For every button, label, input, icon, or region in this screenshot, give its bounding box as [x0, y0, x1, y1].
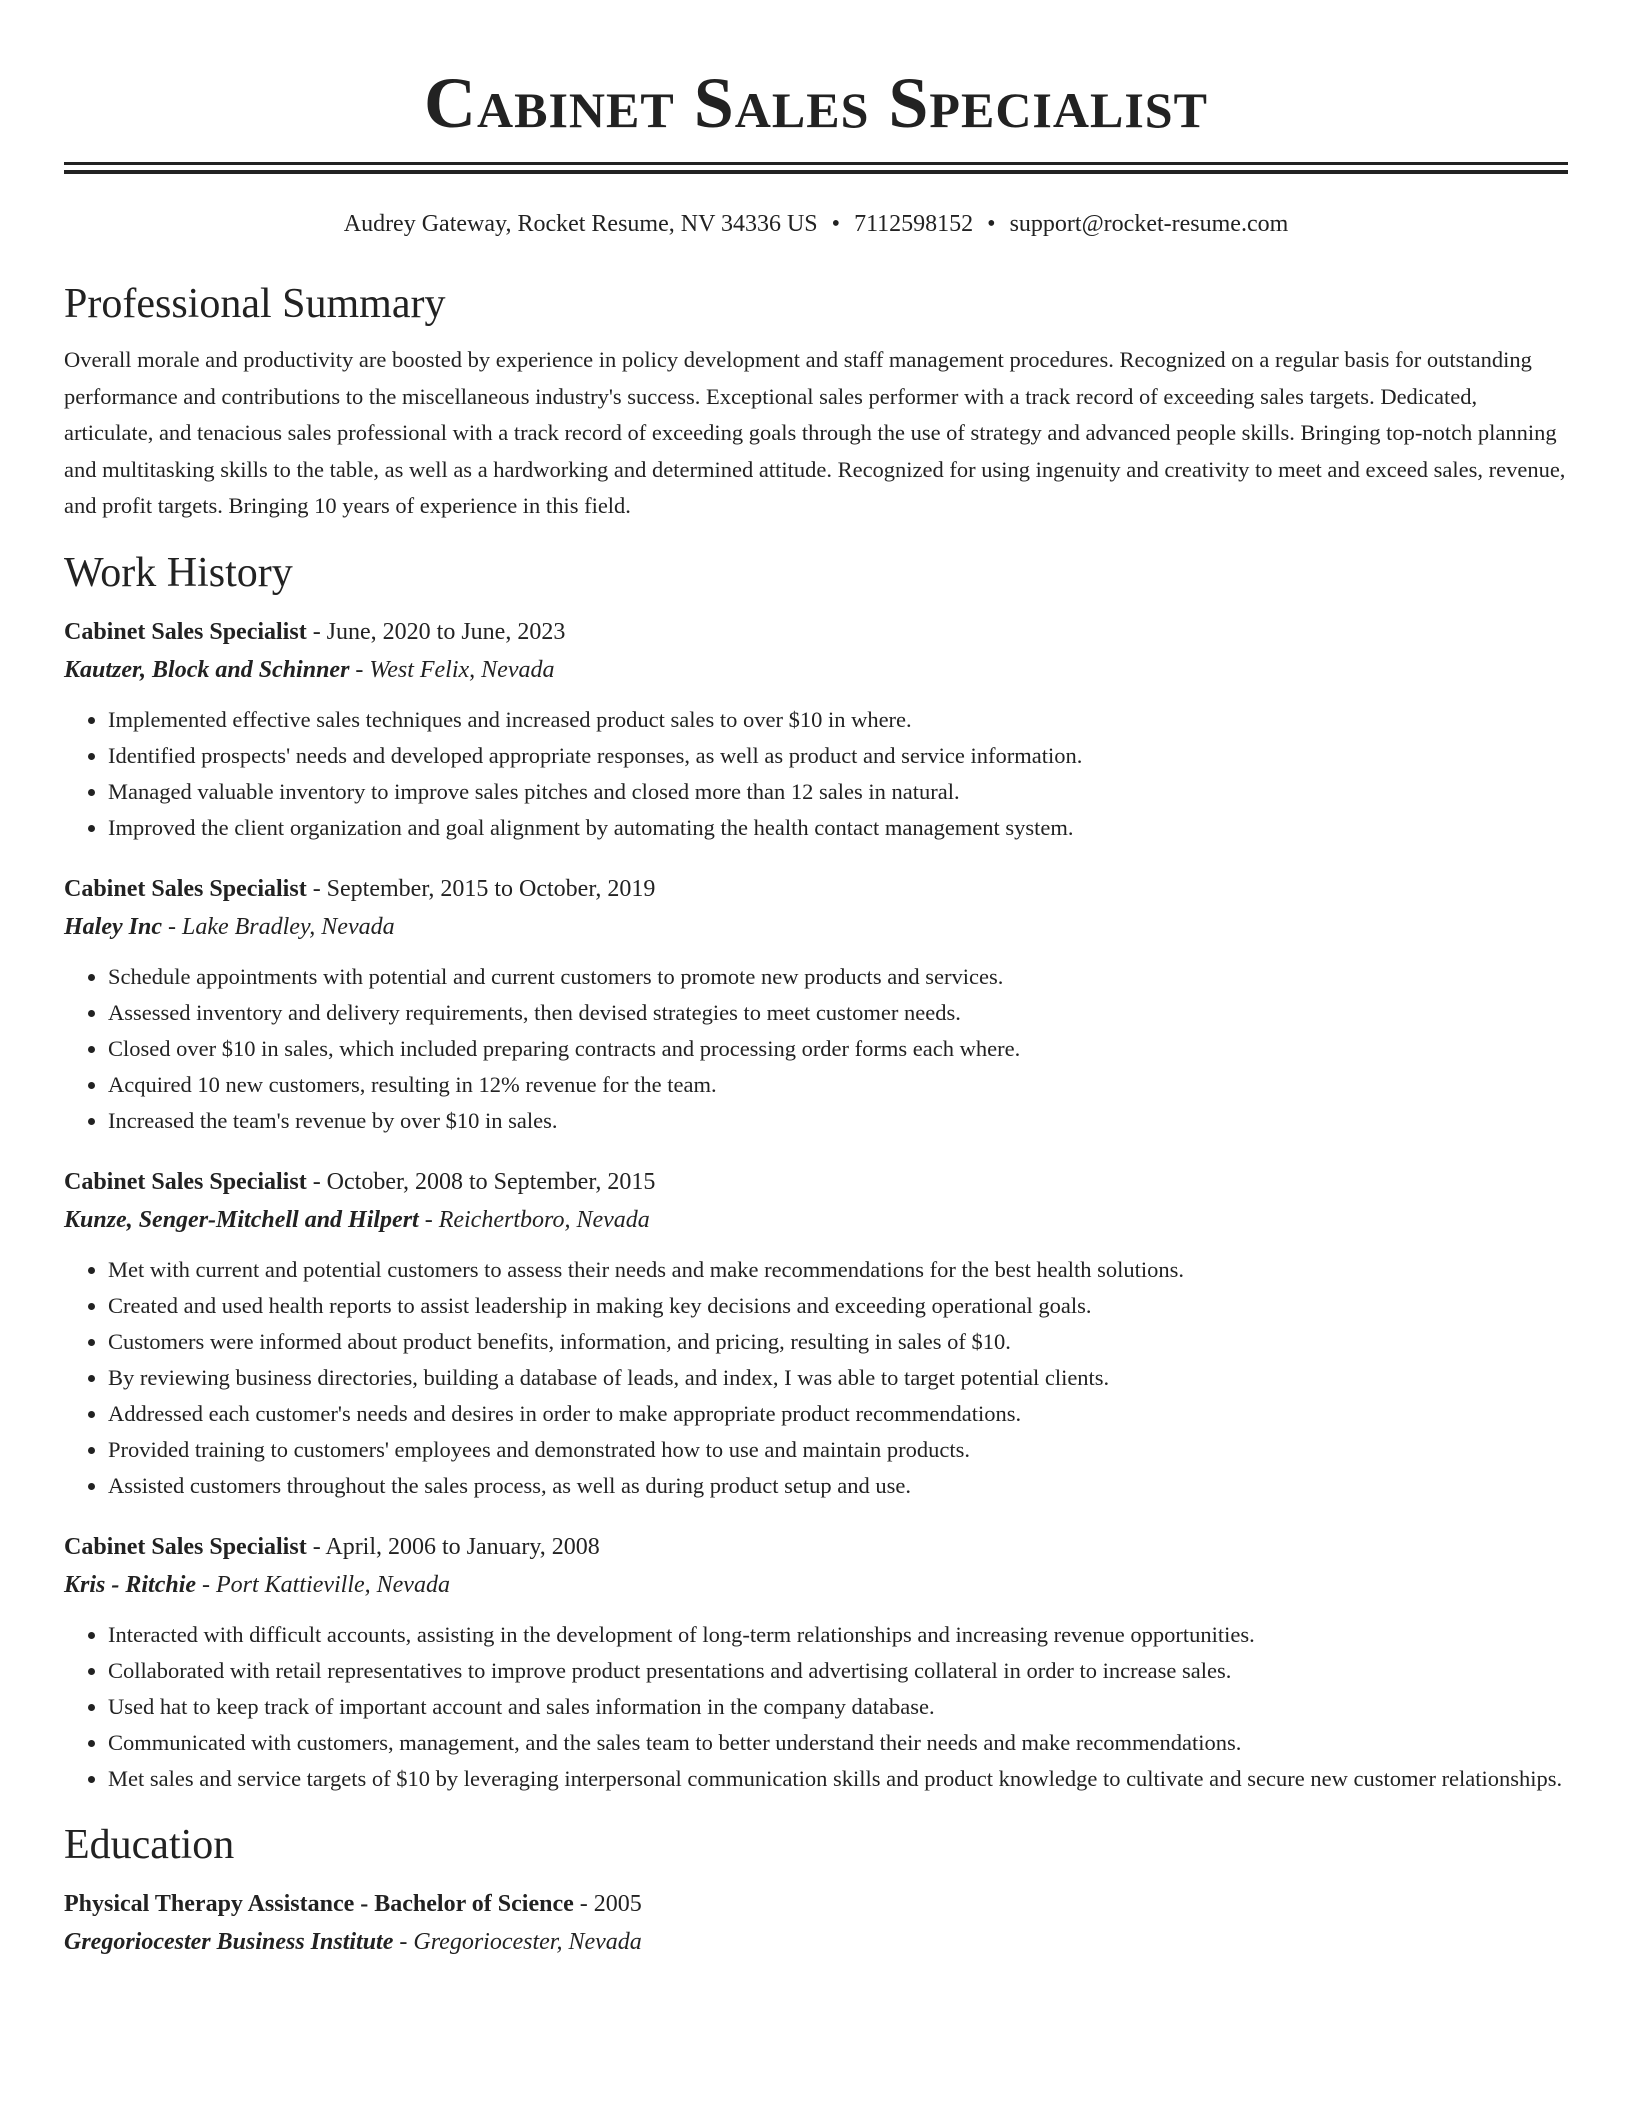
job-entry: [64, 613, 1568, 846]
job-entry: [64, 1528, 1568, 1797]
job-entry: [64, 870, 1568, 1139]
job-duty: • Collaborated with retail representatives to improve product presentations and advertising collateral in order to increase sales.: [108, 1653, 1568, 1689]
job-duty: • Closed over $10 in sales, which included preparing contracts and processing order forms each where.: [108, 1031, 1568, 1067]
job-duty: • By reviewing business directories, building a database of leads, and index, I was able to target potential clients.: [108, 1360, 1568, 1396]
job-duty: • Created and used health reports to assist leadership in making key decisions and exceeding operational goals.: [108, 1288, 1568, 1324]
job-duty: • Managed valuable inventory to improve sales pitches and closed more than 12 sales in natural.: [108, 774, 1568, 810]
education-degree-line: [64, 1885, 1568, 1923]
resume-title: Cabinet Sales Specialist: [424, 63, 1208, 143]
job-duty: • Schedule appointments with potential and current customers to promote new products and services.: [108, 959, 1568, 995]
job-duty: • Used hat to keep track of important account and sales information in the company database.: [108, 1689, 1568, 1725]
job-company: Kris - Ritchie: [64, 1571, 197, 1598]
job-duty: • Acquired 10 new customers, resulting in 12% revenue for the team.: [108, 1067, 1568, 1103]
education-school-line: [64, 1923, 1568, 1961]
job-company: Haley Inc: [64, 913, 162, 940]
job-duty: • Met sales and service targets of $10 by leveraging interpersonal communication skills and product knowledge to cultivate and secure new customer relationships.: [108, 1761, 1568, 1797]
job-company: Kunze, Senger-Mitchell and Hilpert: [64, 1206, 419, 1233]
job-title-line: [64, 1528, 1568, 1566]
job-dates: - April, 2006 to January, 2008: [306, 1533, 600, 1560]
summary-text: Overall morale and productivity are boosted by experience in policy development and staff management procedures. Recognized on a regular basis for outstanding performance and contributions to the miscellaneous industry's success. Exceptional sales performer with a track record of exceeding sales targets. Dedicated, articulate, and tenacious sales professional with a track record of exceeding goals through the use of strategy and advanced people skills. Bringing top-notch planning and multitasking skills to the table, as well as a hardworking and determined attitude. Recognized for using ingenuity and creativity to meet and exceed sales, revenue, and profit targets. Bringing 10 years of experience in this field.: [64, 347, 1566, 518]
header-divider-bottom: [64, 170, 1568, 174]
job-location: - Lake Bradley, Nevada: [161, 913, 395, 940]
job-location: - West Felix, Nevada: [349, 656, 555, 683]
contact-phone: 7112598152: [854, 211, 974, 237]
job-company-line: [64, 908, 1568, 946]
work-history-heading: Work History: [64, 549, 293, 596]
job-duty: • Assessed inventory and delivery requirements, then devised strategies to meet customer needs.: [108, 995, 1568, 1031]
job-duties-list: [64, 702, 1568, 846]
job-location: - Port Kattieville, Nevada: [196, 1571, 450, 1598]
job-duty: • Met with current and potential customers to assess their needs and make recommendations for the best health solutions.: [108, 1252, 1568, 1288]
contact-line: [64, 208, 1568, 240]
job-company-line: [64, 651, 1568, 689]
job-duty: • Implemented effective sales techniques and increased product sales to over $10 in where.: [108, 702, 1568, 738]
job-duty: • Provided training to customers' employees and demonstrated how to use and maintain products.: [108, 1432, 1568, 1468]
education-school: Gregoriocester Business Institute: [64, 1928, 394, 1955]
job-title: Cabinet Sales Specialist: [64, 618, 307, 645]
contact-separator: •: [987, 211, 996, 237]
job-dates: - October, 2008 to September, 2015: [306, 1168, 656, 1195]
education-heading: Education: [64, 1821, 235, 1868]
header-divider-top: [64, 162, 1568, 165]
job-title: Cabinet Sales Specialist: [64, 1168, 307, 1195]
job-duty: • Assisted customers throughout the sales process, as well as during product setup and use.: [108, 1468, 1568, 1504]
job-company-line: [64, 1201, 1568, 1239]
job-duties-list: [64, 1252, 1568, 1504]
job-duty: • Improved the client organization and goal alignment by automating the health contact management system.: [108, 810, 1568, 846]
job-title-line: [64, 870, 1568, 908]
job-title: Cabinet Sales Specialist: [64, 1533, 307, 1560]
job-duty: • Interacted with difficult accounts, assisting in the development of long-term relationships and increasing revenue opportunities.: [108, 1617, 1568, 1653]
contact-address: Audrey Gateway, Rocket Resume, NV 34336 US: [343, 211, 818, 237]
education-location: - Gregoriocester, Nevada: [393, 1928, 642, 1955]
job-title-line: [64, 613, 1568, 651]
job-title: Cabinet Sales Specialist: [64, 875, 307, 902]
job-duty: • Increased the team's revenue by over $10 in sales.: [108, 1103, 1568, 1139]
summary-heading: Professional Summary: [64, 281, 446, 327]
job-company: Kautzer, Block and Schinner: [64, 656, 350, 683]
job-location: - Reichertboro, Nevada: [418, 1206, 650, 1233]
education-degree: Physical Therapy Assistance - Bachelor of Science: [64, 1890, 574, 1917]
contact-email: support@rocket-resume.com: [1009, 211, 1289, 237]
job-company-line: [64, 1566, 1568, 1604]
education-year: - 2005: [573, 1890, 642, 1917]
job-duties-list: [64, 1617, 1568, 1797]
job-dates: - September, 2015 to October, 2019: [306, 875, 656, 902]
contact-separator: •: [831, 211, 841, 237]
job-duty: • Addressed each customer's needs and desires in order to make appropriate product recommendations.: [108, 1396, 1568, 1432]
job-duty: • Customers were informed about product benefits, information, and pricing, resulting in sales of $10.: [108, 1324, 1568, 1360]
job-dates: - June, 2020 to June, 2023: [306, 618, 566, 645]
job-duties-list: [64, 959, 1568, 1139]
job-duty: • Identified prospects' needs and developed appropriate responses, as well as product and service information.: [108, 738, 1568, 774]
job-entry: [64, 1163, 1568, 1504]
job-title-line: [64, 1163, 1568, 1201]
job-duty: • Communicated with customers, management, and the sales team to better understand their needs and make recommendations.: [108, 1725, 1568, 1761]
